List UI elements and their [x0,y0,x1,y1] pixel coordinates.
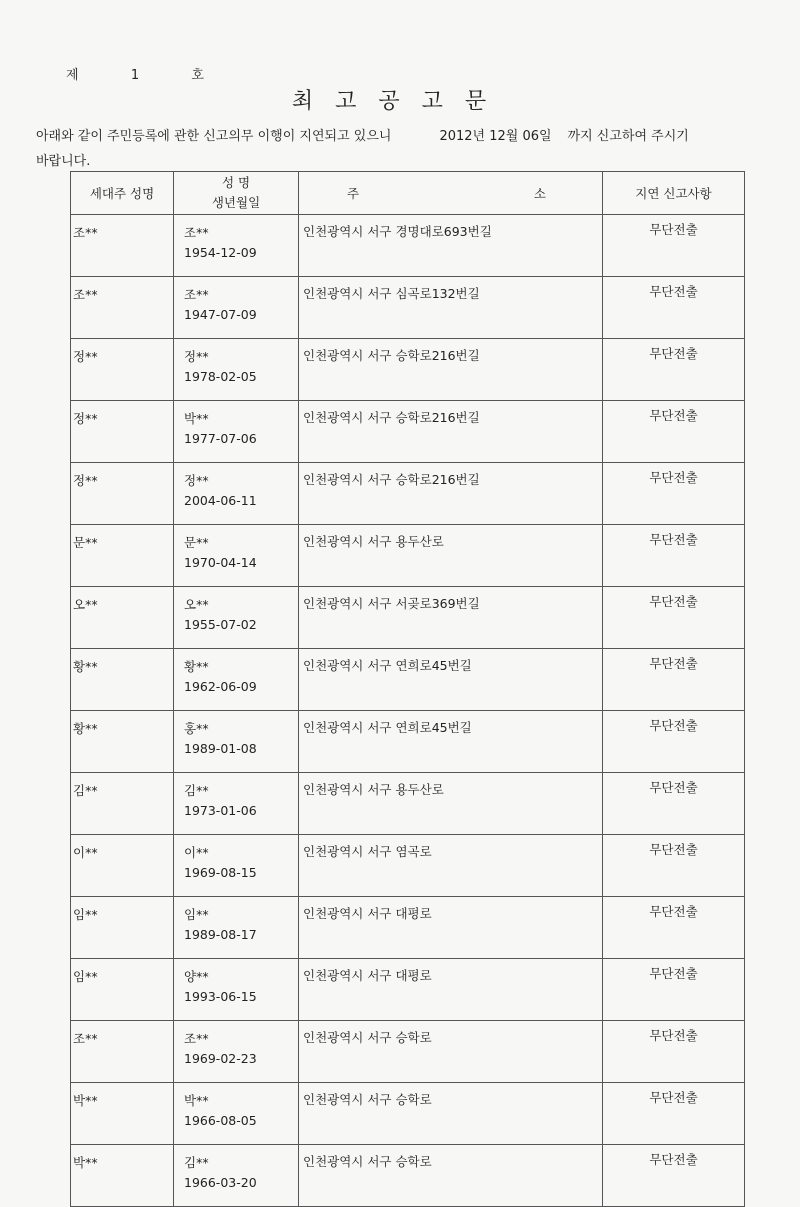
cell-name: 임** [184,907,209,922]
cell-status: 무단전출 [603,959,745,1021]
cell-status: 무단전출 [603,1083,745,1145]
table-header-row [71,172,745,215]
cell-birth: 1954-12-09 [184,245,257,260]
notice-part2: 까지 신고하여 주시기 [567,129,689,144]
cell-name-birth [174,649,299,711]
cell-head: 정** [71,463,174,525]
cell-status: 무단전출 [603,649,745,711]
cell-address: 인천광역시 서구 경명대로693번길 [299,215,603,277]
table-row [71,587,745,649]
cell-name: 김** [184,1155,209,1170]
table-row [71,1021,745,1083]
table-row [71,773,745,835]
table-row [71,959,745,1021]
cell-address: 인천광역시 서구 승학로 [299,1021,603,1083]
cell-address: 인천광역시 서구 승학로216번길 [299,463,603,525]
cell-name-birth [174,587,299,649]
cell-name-birth [174,215,299,277]
cell-status: 무단전출 [603,401,745,463]
cell-name-birth [174,277,299,339]
cell-head: 오** [71,587,174,649]
cell-birth: 1977-07-06 [184,431,257,446]
cell-head: 조** [71,1021,174,1083]
cell-birth: 1947-07-09 [184,307,257,322]
table-row [71,339,745,401]
cell-name: 정** [184,473,209,488]
cell-name: 오** [184,597,209,612]
cell-address: 인천광역시 서구 용두산로 [299,525,603,587]
col-header-address [299,172,603,215]
cell-birth: 1969-08-15 [184,865,257,880]
cell-head: 박** [71,1145,174,1207]
cell-status: 무단전출 [603,1021,745,1083]
cell-birth: 1966-08-05 [184,1113,257,1128]
cell-name-birth [174,711,299,773]
cell-name: 김** [184,783,209,798]
col-header-birth: 생년월일 [211,195,261,210]
table-row [71,401,745,463]
cell-head: 임** [71,959,174,1021]
table-row [71,277,745,339]
table-row [71,1083,745,1145]
cell-name-birth [174,1021,299,1083]
table-row [71,897,745,959]
cell-birth: 1973-01-06 [184,803,257,818]
cell-name-birth [174,897,299,959]
cell-name-birth [174,773,299,835]
col-header-name-birth [174,172,299,215]
cell-address: 인천광역시 서구 승학로 [299,1083,603,1145]
notice-part1: 아래와 같이 주민등록에 관한 신고의무 이행이 지연되고 있으니 [36,129,392,144]
col-header-address-left: 주 [347,186,360,201]
cell-status: 무단전출 [603,587,745,649]
cell-address: 인천광역시 서구 승학로216번길 [299,401,603,463]
notice-table [70,171,745,1207]
cell-address: 인천광역시 서구 용두산로 [299,773,603,835]
cell-name-birth [174,835,299,897]
cell-head: 조** [71,277,174,339]
cell-address: 인천광역시 서구 대평로 [299,897,603,959]
deadline-date: 2012년 12월 06일 [439,129,552,144]
cell-head: 임** [71,897,174,959]
table-row [71,649,745,711]
cell-head: 정** [71,339,174,401]
cell-status: 무단전출 [603,339,745,401]
cell-name: 조** [184,287,209,302]
cell-birth: 1993-06-15 [184,989,257,1004]
notice-line2: 바랍니다. [36,154,91,169]
table-row [71,463,745,525]
cell-birth: 1970-04-14 [184,555,257,570]
cell-birth: 1989-01-08 [184,741,257,756]
cell-birth: 2004-06-11 [184,493,257,508]
cell-name: 조** [184,1031,209,1046]
cell-name-birth [174,463,299,525]
notice-text [36,124,766,174]
cell-address: 인천광역시 서구 염곡로 [299,835,603,897]
cell-name: 양** [184,969,209,984]
cell-status: 무단전출 [603,463,745,525]
cell-name: 홍** [184,721,209,736]
col-header-head: 세대주 성명 [71,172,174,215]
table-row [71,1145,745,1207]
cell-status: 무단전출 [603,711,745,773]
doc-number-suffix: 호 [191,68,204,83]
doc-number-value: 1 [130,68,140,83]
table-body [71,215,745,1207]
doc-number-prefix: 제 [66,68,79,83]
cell-birth: 1969-02-23 [184,1051,257,1066]
cell-name-birth [174,1083,299,1145]
cell-birth: 1955-07-02 [184,617,257,632]
page-title: 최고공고문 [291,89,509,114]
cell-name-birth [174,1145,299,1207]
cell-head: 정** [71,401,174,463]
cell-head: 황** [71,711,174,773]
cell-birth: 1966-03-20 [184,1175,257,1190]
cell-status: 무단전출 [603,897,745,959]
table-row [71,711,745,773]
cell-name: 조** [184,225,209,240]
cell-name: 이** [184,845,209,860]
cell-head: 박** [71,1083,174,1145]
cell-head: 이** [71,835,174,897]
cell-name-birth [174,401,299,463]
cell-address: 인천광역시 서구 연희로45번길 [299,649,603,711]
cell-head: 황** [71,649,174,711]
cell-name: 문** [184,535,209,550]
cell-status: 무단전출 [603,773,745,835]
cell-name-birth [174,339,299,401]
cell-birth: 1978-02-05 [184,369,257,384]
cell-name: 박** [184,411,209,426]
col-header-name: 성 명 [221,175,251,190]
cell-status: 무단전출 [603,1145,745,1207]
cell-birth: 1962-06-09 [184,679,257,694]
cell-name-birth [174,959,299,1021]
table-row [71,525,745,587]
cell-address: 인천광역시 서구 연희로45번길 [299,711,603,773]
cell-status: 무단전출 [603,277,745,339]
cell-status: 무단전출 [603,835,745,897]
cell-name: 정** [184,349,209,364]
cell-birth: 1989-08-17 [184,927,257,942]
table-row [71,835,745,897]
table-row [71,215,745,277]
cell-head: 김** [71,773,174,835]
cell-status: 무단전출 [603,215,745,277]
cell-address: 인천광역시 서구 승학로216번길 [299,339,603,401]
cell-head: 문** [71,525,174,587]
cell-address: 인천광역시 서구 심곡로132번길 [299,277,603,339]
cell-address: 인천광역시 서구 승학로 [299,1145,603,1207]
cell-name-birth [174,525,299,587]
cell-status: 무단전출 [603,525,745,587]
cell-name: 황** [184,659,209,674]
cell-name: 박** [184,1093,209,1108]
document-number [66,64,204,83]
col-header-address-right: 소 [533,186,546,201]
cell-head: 조** [71,215,174,277]
col-header-status: 지연 신고사항 [603,172,745,215]
cell-address: 인천광역시 서구 서곶로369번길 [299,587,603,649]
cell-address: 인천광역시 서구 대평로 [299,959,603,1021]
